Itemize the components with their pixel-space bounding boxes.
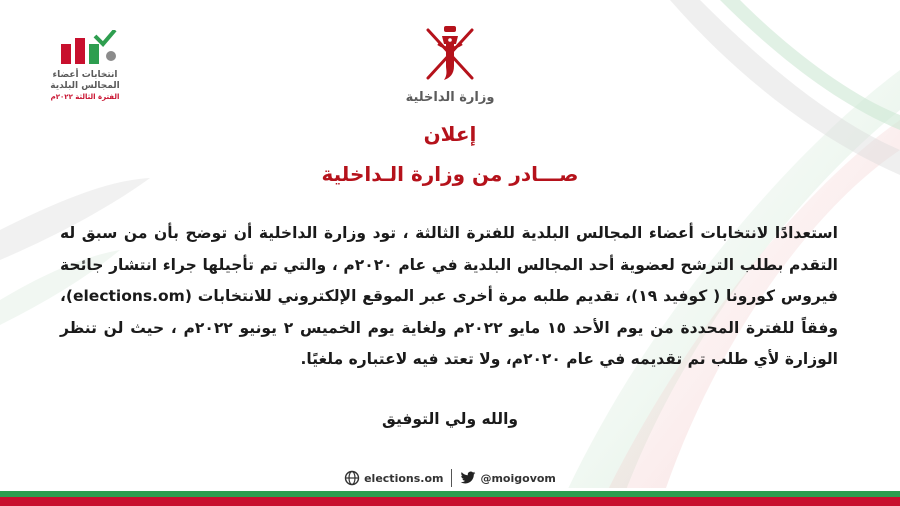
elections-logo xyxy=(30,30,140,110)
stripe-red xyxy=(0,497,900,506)
elections-link-text: elections.om xyxy=(72,287,185,305)
twitter-handle: @moigovom xyxy=(480,471,556,485)
body-text-part-1: استعدادًا لانتخابات أعضاء المجالس البلدية للفترة الثالثة ، تود وزارة الداخلية أن توضح بأن من سبق له التقدم بطلب الترشح لعضوية أحد المجالس البلدية في عام ٢٠٢٠م ، والتي تم تأجيلها جراء انتشار جائحة فيروس كورونا ( كوفيد ١٩)، تقديم طلبه مرة أخرى عبر الموقع الإلكتروني للانتخابات ( xyxy=(60,224,838,305)
logo-line-3: الفترة الثالثة ٢٠٢٢م xyxy=(50,93,120,101)
website-contact[interactable] xyxy=(344,470,443,486)
announcement-title: إعلان xyxy=(423,122,477,146)
oman-khanjar-emblem-icon xyxy=(420,22,480,84)
ministry-emblem xyxy=(404,22,496,112)
globe-icon xyxy=(344,470,360,486)
elections-logo-icon xyxy=(45,30,125,70)
logo-line-2: المجالس البلدية xyxy=(50,81,120,91)
bottom-flag-stripes xyxy=(0,488,900,506)
closing-phrase: والله ولي التوفيق xyxy=(381,410,519,428)
twitter-icon xyxy=(460,471,476,485)
ministry-name: وزارة الداخلية xyxy=(405,90,495,105)
twitter-contact[interactable] xyxy=(460,471,555,485)
announcement-body xyxy=(60,218,838,376)
footer-contacts xyxy=(0,466,900,490)
logo-line-1: انتخابات أعضاء xyxy=(52,70,118,80)
announcement-subtitle: صـــادر من وزارة الـداخلية xyxy=(321,162,579,186)
footer-divider xyxy=(451,469,452,487)
website-text: elections.om xyxy=(364,471,444,485)
body-text-part-2: )، وفقاً للفترة المحددة من يوم الأحد ١٥ مايو ٢٠٢٢م ولغاية يوم الخميس ٢ يونيو ٢٠٢٢م ، حيث لن تنظر الوزارة لأي طلب تم تقديمه في عام ٢٠٢٠م، ولا تعتد فيه لاعتباره ملغيًا. xyxy=(60,287,838,368)
